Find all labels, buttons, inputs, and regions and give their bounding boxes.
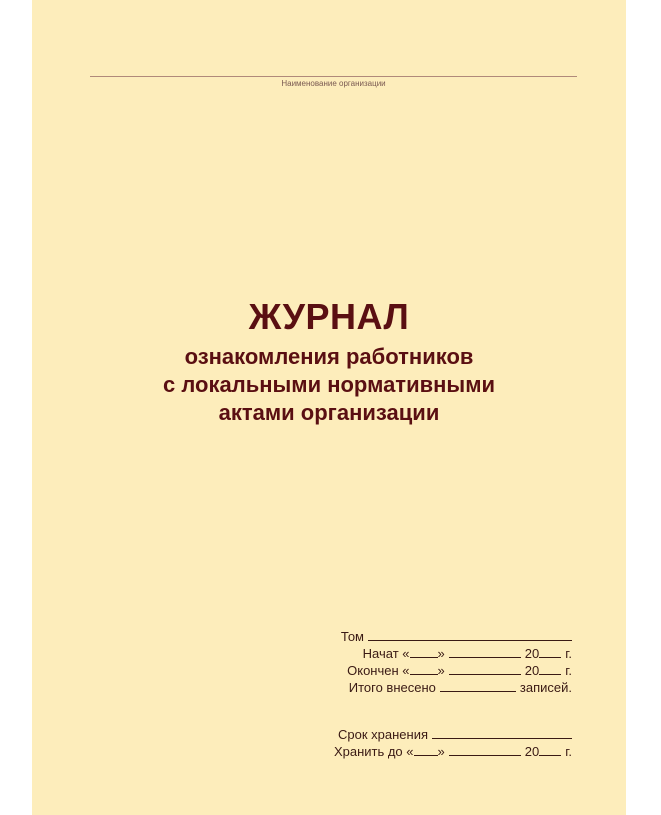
keep-until-year-suffix: г.	[565, 744, 572, 759]
keep-until-day-blank	[414, 743, 438, 756]
ended-year-blank	[539, 662, 561, 675]
keep-until-row	[292, 743, 572, 760]
started-quote-close: »	[437, 646, 445, 661]
total-row	[292, 679, 572, 696]
organization-name-line	[90, 76, 577, 77]
journal-subtitle	[32, 343, 626, 427]
keep-until-year-prefix: 20	[524, 744, 540, 759]
ended-year-prefix: 20	[524, 663, 540, 678]
keep-until-year-blank	[539, 743, 561, 756]
ended-quote-close: »	[437, 663, 445, 678]
total-suffix: записей.	[519, 680, 572, 695]
started-row	[292, 645, 572, 662]
organization-name-caption: Наименование организации	[281, 79, 386, 88]
started-month-blank	[449, 645, 521, 658]
ended-month-blank	[449, 662, 521, 675]
volume-label: Том	[340, 629, 364, 644]
storage-label: Срок хранения	[338, 727, 428, 742]
journal-fields	[292, 628, 572, 760]
keep-until-quote-close: »	[437, 744, 445, 759]
subtitle-line: актами организации	[218, 400, 440, 425]
journal-cover	[32, 0, 626, 815]
total-blank	[440, 679, 516, 692]
ended-year-suffix: г.	[565, 663, 572, 678]
started-day-blank	[410, 645, 438, 658]
total-label: Итого внесено	[348, 680, 436, 695]
volume-blank	[368, 628, 572, 641]
journal-title: ЖУРНАЛ	[248, 296, 410, 337]
subtitle-line: ознакомления работников	[184, 344, 474, 369]
started-year-suffix: г.	[565, 646, 572, 661]
started-year-blank	[539, 645, 561, 658]
keep-until-month-blank	[449, 743, 521, 756]
ended-day-blank	[410, 662, 438, 675]
keep-until-label: Хранить до «	[333, 744, 414, 759]
storage-row	[292, 726, 572, 743]
started-label: Начат «	[362, 646, 410, 661]
volume-row	[292, 628, 572, 645]
started-year-prefix: 20	[524, 646, 540, 661]
storage-blank	[432, 726, 572, 739]
ended-row	[292, 662, 572, 679]
ended-label: Окончен «	[347, 663, 410, 678]
subtitle-line: с локальными нормативными	[163, 372, 495, 397]
